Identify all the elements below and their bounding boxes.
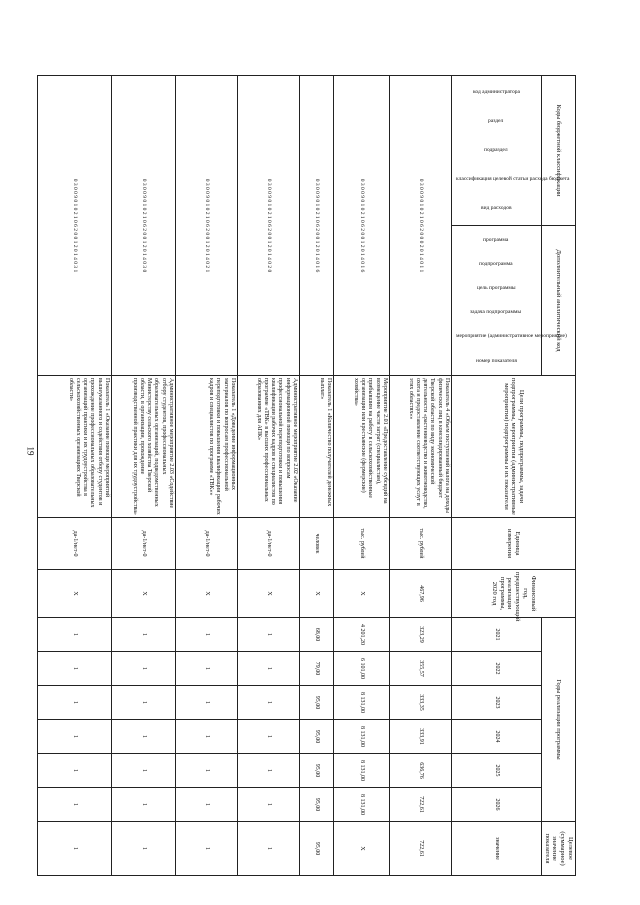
header-budget-codes: Коды бюджетной классификации (541, 76, 575, 226)
row-fin-year: Х (333, 570, 389, 618)
row-unit: да-1/нет-0 (237, 518, 299, 570)
table-row (111, 76, 175, 876)
row-year-value: 1 (175, 788, 237, 822)
row-name: Показатель 1 «Количество получателей денежных выплат» (299, 376, 333, 518)
row-year-value: 1 (175, 652, 237, 686)
row-unit: тыс. рублей (389, 518, 451, 570)
row-year-value: 1 (237, 618, 299, 652)
row-unit: человек (299, 518, 333, 570)
row-target: 1 (111, 822, 175, 876)
row-year-value: 1 (37, 720, 111, 754)
row-year-value: 1 (111, 720, 175, 754)
row-target: 1 (175, 822, 237, 876)
row-year-value: 95,00 (299, 754, 333, 788)
row-year-value: 636,76 (389, 754, 451, 788)
table-row (175, 76, 237, 876)
row-year-value: 1 (175, 720, 237, 754)
analytic-col-3: задача подпрограммы (470, 309, 522, 316)
row-year-value: 1 (237, 652, 299, 686)
row-unit: тыс. рублей (333, 518, 389, 570)
header-year-2026: 2026 (451, 788, 541, 822)
row-year-value: 6 101,00 (333, 652, 389, 686)
row-year-value: 1 (37, 618, 111, 652)
header-year-2024: 2024 (451, 720, 541, 754)
row-year-value: 1 (37, 652, 111, 686)
table-row (333, 76, 389, 876)
row-fin-year: 467,96 (389, 570, 451, 618)
program-indicators-table (37, 75, 576, 876)
row-year-value: 1 (111, 754, 175, 788)
row-year-value: 1 (237, 686, 299, 720)
row-name: Административное мероприятие 2.02 «Оказание информационной помощи по вопросам профессиональной переподготовки и повышения квалификации рабочих кадров и специалистов по программе «ТВК» в высших профессиональных образованиях для АПК» (237, 376, 299, 518)
row-code: 0 3 0 0 9 0 1 0 2 1 0 6 2 0 0 1 2 0 1 4 0 2 1 (175, 76, 237, 376)
row-year-value: 1 (37, 754, 111, 788)
row-name: Мероприятие 2.01 «Предоставление субсидий на возмещение части затрат (специалистам), прибывшим на работу в сельскохозяйственные организации или крестьянские (фермерские) хозяйства» (333, 376, 389, 518)
row-year-value: 722,61 (389, 788, 451, 822)
row-year-value: 68,00 (299, 618, 333, 652)
row-target: 95,00 (299, 822, 333, 876)
row-year-value: 1 (111, 652, 175, 686)
header-fin-year: Финансовый год, предшествующий реализации программы, 2020 год (451, 570, 575, 618)
row-code: 0 3 0 0 9 0 1 0 2 1 0 6 2 0 0 1 2 0 1 4 0 1 6 (299, 76, 333, 376)
header-name: Цели программы, подпрограммы, задачи подпрограммы, мероприятия (административные мероприятия) подпрограммы и их показатели (451, 376, 575, 518)
row-year-value: 1 (175, 754, 237, 788)
row-year-value: 1 (111, 686, 175, 720)
row-year-value: 8 131,00 (333, 754, 389, 788)
row-year-value: 8 131,00 (333, 686, 389, 720)
table-frame (67, 75, 576, 866)
row-name: Административное мероприятие 2.03 «Содействие отбору студентов, профессиональных образовательных организаций, подведомственных Министерству сельского хозяйства Тверской области, в организации, прохождение производственной практики для их трудоустройства» (111, 376, 175, 518)
header-value: значение (451, 822, 541, 876)
row-name: Показатель 4 «Объем поступлений налога на доходы физических лиц в консолидированный бюджет Тверской области по виду экономической деятельности «растениеводство и животноводство, охота и предоставление соответствующих услуг в этих областях»» (389, 376, 451, 518)
header-year-2023: 2023 (451, 686, 541, 720)
row-fin-year: Х (111, 570, 175, 618)
analytic-col-4: мероприятие (административное мероприятие) (456, 333, 568, 340)
header-year-2022: 2022 (451, 652, 541, 686)
row-target: 1 (37, 822, 111, 876)
row-code: 0 3 0 0 9 0 1 0 2 1 0 6 2 0 0 1 2 0 1 4 0 3 1 (37, 76, 111, 376)
row-code: 0 3 0 0 9 0 1 0 2 1 0 6 2 0 0 0 2 0 1 4 0 1 1 (389, 76, 451, 376)
analytic-col-0: программа (483, 236, 509, 243)
row-code: 0 3 0 0 9 0 1 0 2 1 0 6 2 0 0 1 2 0 1 4 0 3 0 (111, 76, 175, 376)
page-number: 19 (25, 446, 36, 456)
table-row (37, 76, 111, 876)
row-code: 0 3 0 0 9 0 1 0 2 1 0 6 2 0 0 1 2 0 1 4 0 2 0 (237, 76, 299, 376)
row-name: Показатель 1 «Доведение информационных материалов по вопросам профессиональной переподготовки и повышения квалификации рабочих кадров и специалистов по программе «ТВК»» (175, 376, 237, 518)
header-years: Годы реализации программы (541, 618, 575, 822)
row-name: Показатель 1 «Оказание помощи мероприятий вышеуказанного и содействия отбору студентов и прохождение профессиональных образовательных организаций практики и их трудоустройства в сельскохозяйственных организациях Тверской области» (37, 376, 111, 518)
row-unit: да-1/нет-0 (37, 518, 111, 570)
table-row (299, 76, 333, 876)
row-target: 1 (237, 822, 299, 876)
row-year-value: 333,35 (389, 686, 451, 720)
row-year-value: 323,29 (389, 618, 451, 652)
budget-col-3: классификация целевой статьи расхода бюджета (456, 176, 570, 183)
budget-col-2: подраздел (484, 147, 509, 154)
header-year-2021: 2021 (451, 618, 541, 652)
row-year-value: 1 (237, 754, 299, 788)
row-year-value: 1 (175, 618, 237, 652)
row-fin-year: Х (237, 570, 299, 618)
header-target: Целевое (суммарное) значение показателя (541, 822, 575, 876)
row-year-value: 95,00 (299, 686, 333, 720)
row-unit: да-1/нет-0 (111, 518, 175, 570)
row-year-value: 8 131,00 (333, 788, 389, 822)
row-year-value: 8 131,00 (333, 720, 389, 754)
header-year-2025: 2025 (451, 754, 541, 788)
table-row (237, 76, 299, 876)
row-year-value: 1 (111, 788, 175, 822)
row-year-value: 1 (37, 788, 111, 822)
row-unit: да-1/нет-0 (175, 518, 237, 570)
row-year-value: 1 (37, 686, 111, 720)
row-year-value: 1 (237, 788, 299, 822)
budget-col-1: раздел (488, 118, 504, 125)
row-year-value: 1 (175, 686, 237, 720)
row-year-value: 333,91 (389, 720, 451, 754)
row-year-value: 4 201,20 (333, 618, 389, 652)
row-fin-year: Х (175, 570, 237, 618)
header-analytic-code: Дополнительный аналитический код (541, 226, 575, 376)
analytic-col-2: цель программы (477, 285, 516, 292)
row-year-value: 1 (111, 618, 175, 652)
analytic-col-5: номер показателя (475, 357, 517, 364)
header-unit: Единица измерения (451, 518, 575, 570)
budget-col-4: вид расходов (481, 205, 512, 212)
row-year-value: 95,00 (299, 788, 333, 822)
row-target: Х (333, 822, 389, 876)
row-year-value: 355,57 (389, 652, 451, 686)
table-row (389, 76, 451, 876)
budget-col-0: код администратора (472, 89, 520, 96)
row-year-value: 1 (237, 720, 299, 754)
row-fin-year: Х (299, 570, 333, 618)
row-target: 722,61 (389, 822, 451, 876)
analytic-col-1: подпрограмма (479, 260, 514, 267)
row-year-value: 95,00 (299, 720, 333, 754)
row-year-value: 79,00 (299, 652, 333, 686)
row-fin-year: Х (37, 570, 111, 618)
row-code: 0 3 0 0 9 0 1 0 2 1 0 6 2 0 0 1 2 0 1 4 0 1 6 (333, 76, 389, 376)
